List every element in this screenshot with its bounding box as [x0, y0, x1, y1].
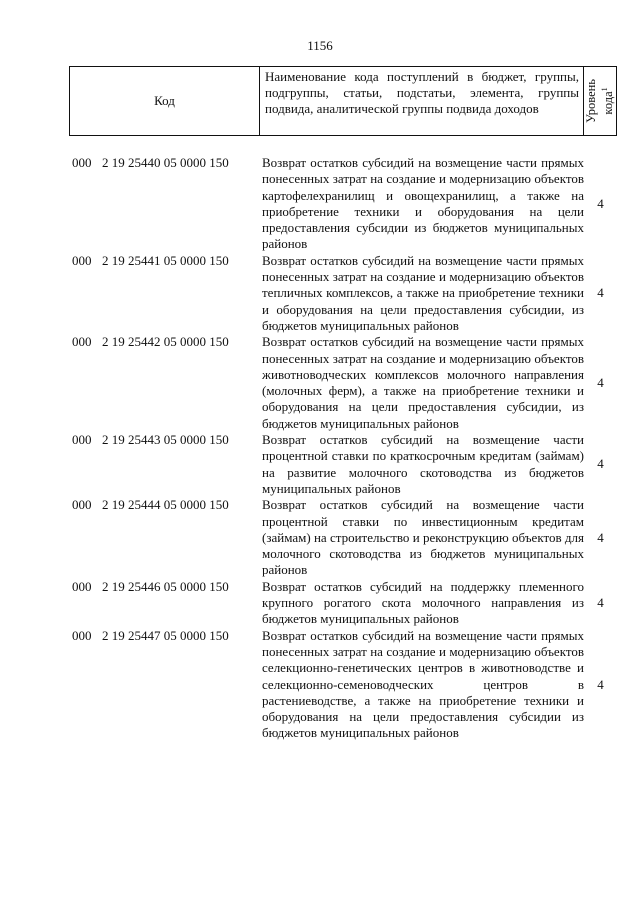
income-code: 2 19 25444 05 0000 150 [102, 497, 229, 513]
table-row [72, 155, 617, 253]
code-level: 4 [597, 595, 604, 611]
level-column-label [585, 79, 615, 123]
table-row [72, 334, 617, 432]
code-level: 4 [597, 456, 604, 472]
admin-code: 000 [72, 334, 92, 350]
income-name: Возврат остатков субсидий на возмещение части процентной ставки по инвестиционным кредитам (займам) на строительство и реконструкцию объектов для молочного скотоводства из бюджетов муниципальных районов [262, 497, 584, 578]
income-name: Возврат остатков субсидий на возмещение части процентной ставки по краткосрочным кредитам (займам) на развитие молочного скотоводства из бюджетов муниципальных районов [262, 432, 584, 496]
admin-code: 000 [72, 578, 92, 594]
code-level: 4 [597, 195, 604, 211]
income-code: 2 19 25441 05 0000 150 [102, 252, 229, 268]
table-row [72, 253, 617, 334]
income-code: 2 19 25442 05 0000 150 [102, 334, 229, 350]
table-row [72, 579, 617, 628]
level-label-line2: кода [601, 91, 616, 115]
income-code: 2 19 25443 05 0000 150 [102, 432, 229, 448]
income-name: Возврат остатков субсидий на возмещение части прямых понесенных затрат на создание и модернизацию объектов тепличных комплексов, а также на приобретение техники и оборудования на цели предоставления субсидии, из бюджетов муниципальных районов [262, 252, 584, 333]
table-header [69, 66, 617, 136]
code-table-body [72, 155, 617, 742]
income-code: 2 19 25446 05 0000 150 [102, 578, 229, 594]
table-row [72, 432, 617, 497]
income-name: Возврат остатков субсидий на возмещение части прямых понесенных затрат на создание и модернизацию объектов животноводческих комплексов молочного направления (молочных ферм), а также на приобретение техники и оборудования на цели предоставления субсидии, из бюджетов муниципальных районов [262, 334, 584, 431]
admin-code: 000 [72, 432, 92, 448]
code-column-header: Код [70, 67, 260, 135]
level-footnote-marker: 1 [599, 87, 609, 92]
page-number: 1156 [307, 38, 333, 53]
income-name: Возврат остатков субсидий на возмещение части прямых понесенных затрат на создание и модернизацию объектов селекционно-генетических центров в животноводстве и селекционно-семеноводческих центров в растениеводстве, а также на приобретение техники и оборудования на цели предоставления субсидии из бюджетов муниципальных районов [262, 627, 584, 741]
admin-code: 000 [72, 497, 92, 513]
admin-code: 000 [72, 627, 92, 643]
table-row [72, 497, 617, 578]
admin-code: 000 [72, 252, 92, 268]
level-label-line1: Уровень [584, 78, 598, 124]
code-level: 4 [597, 375, 604, 390]
income-code: 2 19 25447 05 0000 150 [102, 627, 229, 643]
name-column-header: Наименование кода поступлений в бюджет, группы, подгруппы, статьи, подстатьи, элемента, группы подвида, аналитической группы подвида доходов [260, 67, 584, 135]
code-level: 4 [597, 285, 604, 301]
income-name: Возврат остатков субсидий на возмещение части прямых понесенных затрат на создание и модернизацию объектов картофелехранилищ и овощехранилищ, а также на приобретение техники и оборудования на цели предоставления субсидии из бюджетов муниципальных районов [262, 155, 584, 252]
code-level: 4 [597, 676, 604, 692]
income-code: 2 19 25440 05 0000 150 [102, 155, 229, 170]
code-level: 4 [597, 529, 604, 545]
level-column-header [584, 67, 616, 135]
admin-code: 000 [72, 155, 92, 170]
table-row [72, 628, 617, 742]
income-name: Возврат остатков субсидий на поддержку племенного крупного рогатого скота молочного направления из бюджетов муниципальных районов [262, 578, 584, 627]
